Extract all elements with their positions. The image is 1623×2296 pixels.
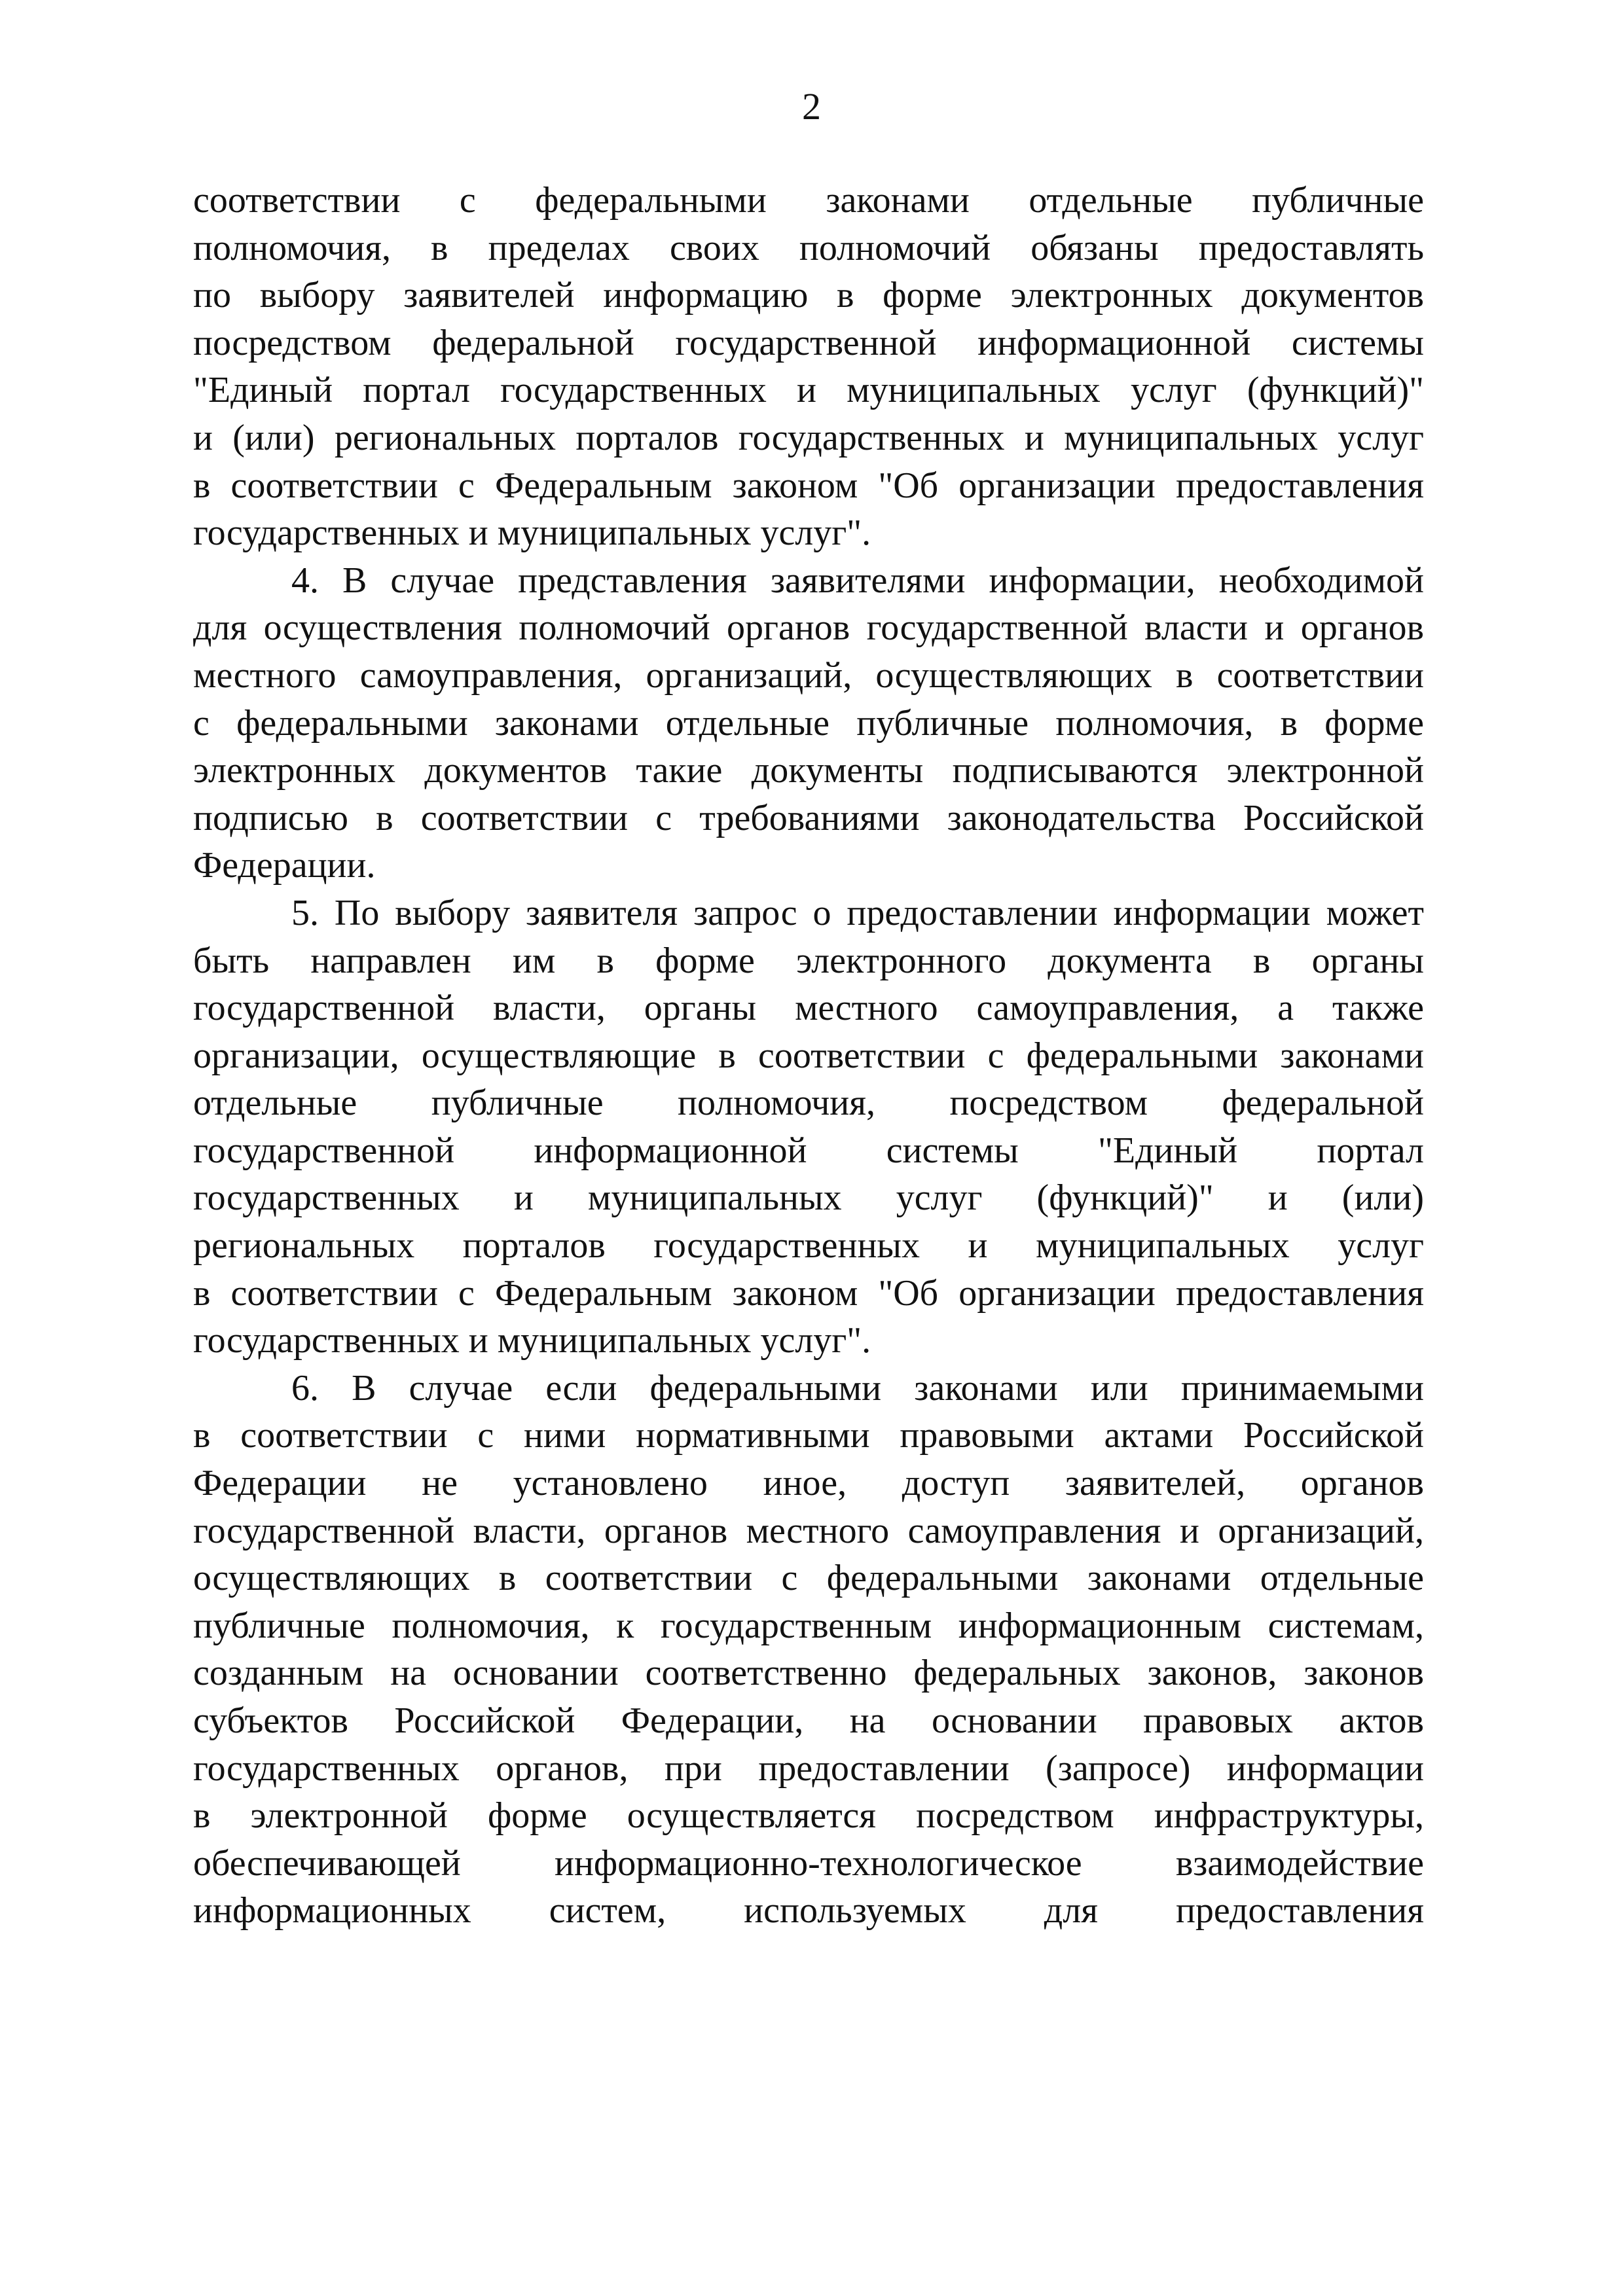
text-line: Федерации. — [193, 845, 376, 886]
text-line: местного самоуправления, организаций, осуществляющих в соответствии — [193, 655, 1424, 696]
text-line: подписью в соответствии с требованиями законодательства Российской — [193, 797, 1424, 838]
text-line: в соответствии с Федеральным законом "Об организации предоставления — [193, 1272, 1424, 1314]
text-line: быть направлен им в форме электронного документа в органы — [193, 940, 1424, 981]
text-line: организации, осуществляющие в соответствии с федеральными законами — [193, 1035, 1424, 1076]
text-line: в электронной форме осуществляется посредством инфраструктуры, — [193, 1795, 1424, 1837]
text-line: государственных и муниципальных услуг". — [193, 512, 871, 554]
page-number: 2 — [802, 85, 821, 128]
text-line: Федерации не установлено иное, доступ заявителей, органов — [193, 1463, 1424, 1504]
text-line: и (или) региональных порталов государственных и муниципальных услуг — [193, 417, 1424, 458]
text-line: государственной власти, органов местного самоуправления и организаций, — [193, 1510, 1424, 1551]
text-line: с федеральными законами отдельные публичные полномочия, в форме — [193, 702, 1424, 744]
text-line: региональных порталов государственных и муниципальных услуг — [193, 1225, 1424, 1266]
text-line: государственных органов, при предоставлении (запросе) информации — [193, 1748, 1424, 1789]
text-line: государственной информационной системы "Единый портал — [193, 1130, 1424, 1171]
text-line: информационных систем, используемых для предоставления — [193, 1890, 1424, 1931]
text-line: субъектов Российской Федерации, на основании правовых актов — [193, 1700, 1424, 1741]
paragraph-first-line: 4. В случае представления заявителями информации, необходимой — [291, 560, 1424, 601]
text-line: обеспечивающей информационно-технологическое взаимодействие — [193, 1842, 1424, 1884]
text-line: электронных документов такие документы подписываются электронной — [193, 750, 1424, 791]
text-line: государственных и муниципальных услуг (функций)" и (или) — [193, 1177, 1424, 1219]
text-line: полномочия, в пределах своих полномочий обязаны предоставлять — [193, 227, 1424, 268]
text-line: по выбору заявителей информацию в форме электронных документов — [193, 275, 1424, 316]
text-line: государственных и муниципальных услуг". — [193, 1320, 871, 1361]
text-line: отдельные публичные полномочия, посредством федеральной — [193, 1083, 1424, 1124]
document-body — [193, 177, 1424, 1935]
text-line: в соответствии с Федеральным законом "Об организации предоставления — [193, 465, 1424, 506]
text-line: осуществляющих в соответствии с федеральными законами отдельные — [193, 1558, 1424, 1599]
paragraph-first-line: 5. По выбору заявителя запрос о предоставлении информации может — [291, 892, 1424, 933]
text-line: посредством федеральной государственной информационной системы — [193, 322, 1424, 363]
text-line: государственной власти, органы местного самоуправления, а также — [193, 988, 1424, 1029]
paragraph-first-line: 6. В случае если федеральными законами или принимаемыми — [291, 1367, 1424, 1408]
text-line: публичные полномочия, к государственным информационным системам, — [193, 1605, 1424, 1646]
text-line: "Единый портал государственных и муниципальных услуг (функций)" — [193, 370, 1424, 411]
text-line: соответствии с федеральными законами отдельные публичные — [193, 180, 1424, 221]
text-line: для осуществления полномочий органов государственной власти и органов — [193, 607, 1424, 649]
text-line: созданным на основании соответственно федеральных законов, законов — [193, 1653, 1424, 1694]
text-line: в соответствии с ними нормативными правовыми актами Российской — [193, 1415, 1424, 1456]
